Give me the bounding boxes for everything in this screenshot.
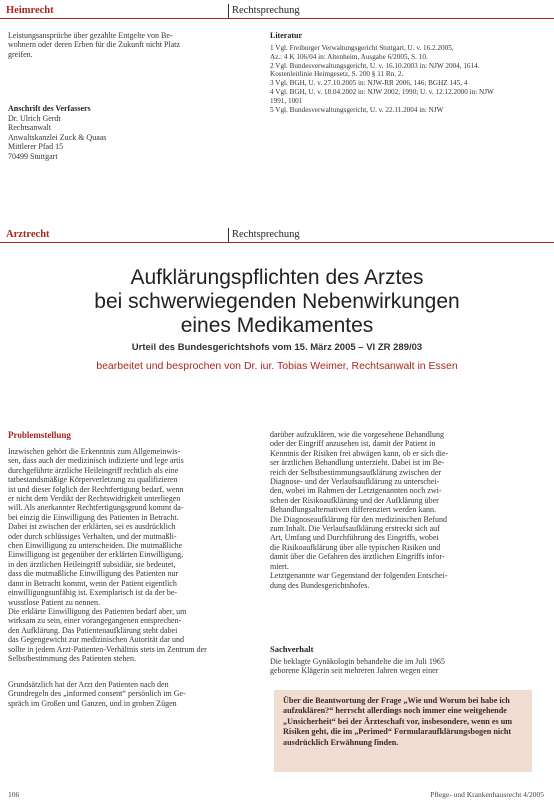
text-line: Grundsätzlich hat der Arzt den Patienten nach den bbox=[8, 680, 169, 689]
top-left-text bbox=[8, 31, 218, 59]
literature-label: Literatur bbox=[270, 31, 302, 40]
text-line: reich der Selbstbestimmungsaufklärung zwischen der bbox=[270, 467, 442, 477]
literature-item: Az.: 4 K 106/04 in: Altenheim, Ausgabe 6/2005, S. 10. bbox=[270, 52, 428, 61]
text-line: Die erklärte Einwilligung des Patienten bedarf aber, um bbox=[8, 606, 187, 616]
article-title bbox=[0, 266, 554, 338]
article-category-label: Rechtsprechung bbox=[232, 229, 300, 240]
text-line: dann in Betracht kommt, wenn der Patient eigentlich bbox=[8, 578, 177, 588]
top-section-label: Heimrecht bbox=[6, 5, 54, 16]
text-line: Inzwischen gehört die Erkenntnis zum Allgemeinwis- bbox=[8, 447, 181, 456]
text-line: sen, dass auch der medizinisch indizierte und lege artis bbox=[8, 456, 184, 466]
text-line: dung des Bundesgerichtshofes. bbox=[270, 580, 370, 590]
right-column-text bbox=[270, 430, 532, 590]
header-rule bbox=[0, 242, 554, 243]
page-number: 106 bbox=[8, 790, 20, 799]
left-column-text bbox=[8, 447, 260, 663]
section-heading-sachverhalt: Sachverhalt bbox=[270, 644, 314, 654]
text-line: spräch im Großen und Ganzen, und in groben Zügen bbox=[8, 698, 177, 708]
text-line: tatbestandsmäßige Körperverletzung zu qualifizieren bbox=[8, 475, 178, 485]
author-line: Anwaltskanzlei Zuck & Quaas bbox=[8, 132, 107, 142]
title-line: bei schwerwiegenden Nebenwirkungen bbox=[94, 290, 460, 313]
text-line: Behandlungsalternativen differenziert werden kann. bbox=[270, 505, 437, 515]
text-line: Kenntnis der Risiken frei abwägen kann, ob er sich die- bbox=[270, 448, 449, 458]
text-line: Dabei ist zwischen der erklärten, sei es ausdrücklich bbox=[8, 522, 176, 532]
title-line: eines Medikamentes bbox=[180, 314, 374, 337]
text-line: schen der Risikoaufklärung und der Aufklärung über bbox=[270, 495, 439, 505]
text-line: durchgeführte ärztliche Heileingriff rechtlich als eine bbox=[8, 465, 179, 475]
text-line: Letztgenannte war Gegenstand der folgenden Entschei- bbox=[270, 571, 448, 581]
literature-list bbox=[270, 44, 546, 114]
text-line: darüber aufzuklären, wie die vorgesehene Behandlung bbox=[270, 430, 445, 439]
text-line: ser ärztlichen Behandlung unterzieht. Dabei ist im Be- bbox=[270, 458, 445, 468]
header-rule bbox=[0, 18, 554, 19]
text-line: will. Als anerkannter Rechtfertigungsgrund kommt da- bbox=[8, 503, 184, 513]
text-line: dass die mutmaßliche Einwilligung des Patienten nur bbox=[8, 569, 179, 579]
pull-quote-box bbox=[274, 690, 532, 772]
text-line: Diagnose- und der Verlaufsaufklärung zu unterschei- bbox=[270, 477, 440, 487]
text-line: damit über die Gefahren des ärztlichen Eingriffs infor- bbox=[270, 552, 445, 562]
author-label: Anschrift des Verfassers bbox=[8, 104, 91, 113]
article-subtitle: Urteil des Bundesgerichtshofs vom 15. März 2005 – VI ZR 289/03 bbox=[131, 342, 423, 353]
literature-item: 5 Vgl. Bundesverwaltungsgericht, U. v. 22.11.2004 in: NJW bbox=[270, 105, 444, 114]
pull-quote-text: Über die Beantwortung der Frage „Wie und Worum bei habe ich aufzuklären?“ herrscht allerdings noch immer eine weitgehende „Unsicherheit“ bei der Ärzteschaft vor, insbesondere, wenn es um Risiken geht, die im „Perimed“ Formularaufklärungsbogen nicht ausdrücklich Erwähnung finden. bbox=[283, 696, 513, 747]
left-column-text-2 bbox=[8, 680, 260, 708]
text-line: das Gegengewicht zur medizinischen Autorität dar und bbox=[8, 635, 184, 645]
text-line: einwilligungsunfähig ist. Exemplarisch ist da der be- bbox=[8, 588, 178, 598]
text-line: ist und dieser folglich der Rechtfertigung bedarf, wenn bbox=[8, 484, 184, 494]
header-divider bbox=[228, 4, 229, 18]
text-line: Selbstbestimmung des Patienten stehen. bbox=[8, 653, 136, 663]
text-line: er nicht dem Verdikt der Rechtswidrigkeit unterliegen bbox=[8, 494, 181, 504]
text-line: den, wobei im Rahmen der Letztgenannten noch zwi- bbox=[270, 486, 442, 496]
literature-item: 1 Vgl. Freiburger Verwaltungsgericht Stuttgart, U. v. 16.2.2005, bbox=[270, 44, 454, 52]
text-line: Leistungsansprüche über gezahlte Entgelte von Be- bbox=[8, 31, 173, 40]
text-line: den Aufklärung. Das Patientenaufklärung steht dabei bbox=[8, 625, 178, 635]
text-line: greifen. bbox=[8, 49, 33, 59]
article-byline: bearbeitet und besprochen von Dr. iur. Tobias Weimer, Rechtsanwalt in Essen bbox=[96, 360, 458, 372]
text-line: die Risikoaufklärung über alle typischen Risiken und bbox=[270, 542, 441, 552]
literature-item: 2 Vgl. Bundesverwaltungsgericht, U. v. 16.10.2003 in: NJW 2004, 1614. bbox=[270, 61, 480, 70]
author-line: Mittlerer Pfad 15 bbox=[8, 142, 64, 152]
author-line: Rechtsanwalt bbox=[8, 123, 52, 133]
header-divider bbox=[228, 228, 229, 242]
text-line: Die Diagnoseaufklärung für den medizinischen Befund bbox=[270, 514, 448, 524]
text-line: bei einzig die Einwilligung des Patienten in Betracht. bbox=[8, 512, 179, 522]
journal-footer: Pflege- und Krankenhausrecht 4/2005 bbox=[430, 790, 544, 799]
text-line: chen Einwilligung zu unterscheiden. Die mutmaßliche bbox=[8, 541, 183, 551]
author-line: 70499 Stuttgart bbox=[8, 151, 58, 161]
literature-item: 4 Vgl. BGH, U. v. 18.04.2002 in: NJW 2002, 1990; U. v. 12.12.2000 in: NJW bbox=[270, 87, 494, 96]
author-address bbox=[8, 114, 218, 161]
literature-item: Kostenleitlinie Heimgesetz, S. 200 § 11 Rn. 2. bbox=[270, 70, 404, 79]
text-line: wirksam zu sein, einer vorangegangenen entsprechen- bbox=[8, 616, 182, 626]
text-line: miert. bbox=[270, 561, 289, 571]
text-line: wusstlose Patient zu nennen. bbox=[8, 597, 100, 607]
text-line: oder der Eingriff anzusehen ist, damit der Patient in bbox=[270, 439, 436, 449]
text-line: zum Inhalt. Die Verlaufsaufklärung erstreckt sich auf bbox=[270, 524, 440, 534]
text-line: Die beklagte Gynäkologin behandelte die im Juli 1965 bbox=[270, 657, 445, 666]
text-line: Art, Umfang und Durchführung des Eingriffs, wobei bbox=[270, 533, 439, 543]
text-line: Grundregeln des „informed consent“ persönlich im Ge- bbox=[8, 689, 186, 699]
text-line: oder durch schlüssiges Verhalten, und der mutmaßli- bbox=[8, 531, 177, 541]
text-line: in den ärztlichen Heileingriff subsidiär, sie bedeutet, bbox=[8, 559, 176, 569]
top-category-label: Rechtsprechung bbox=[232, 5, 300, 16]
text-line: Einwilligung ist gegenüber der erklärten Einwilligung, bbox=[8, 550, 184, 560]
title-line: Aufklärungspflichten des Arztes bbox=[130, 266, 424, 289]
article-section-label: Arztrecht bbox=[6, 229, 50, 240]
right-column-text-2 bbox=[270, 657, 532, 676]
author-line: Dr. Ulrich Gerdt bbox=[8, 114, 61, 123]
text-line: geborene Klägerin seit mehreren Jahren wegen einer bbox=[270, 666, 439, 676]
section-heading-problemstellung: Problemstellung bbox=[8, 430, 71, 440]
text-line: wohnern oder deren Erben für die Zukunft nicht Platz bbox=[8, 40, 180, 50]
literature-item: 1991, 1001 bbox=[270, 96, 303, 105]
literature-item: 3 Vgl. BGH, U. v. 27.10.2005 in: NJW-RR 2006, 146; BGHZ 145, 4 bbox=[270, 79, 468, 88]
text-line: sollte in jedem Arzt-Patienten-Verhältnis stets im Zentrum der bbox=[8, 644, 207, 654]
